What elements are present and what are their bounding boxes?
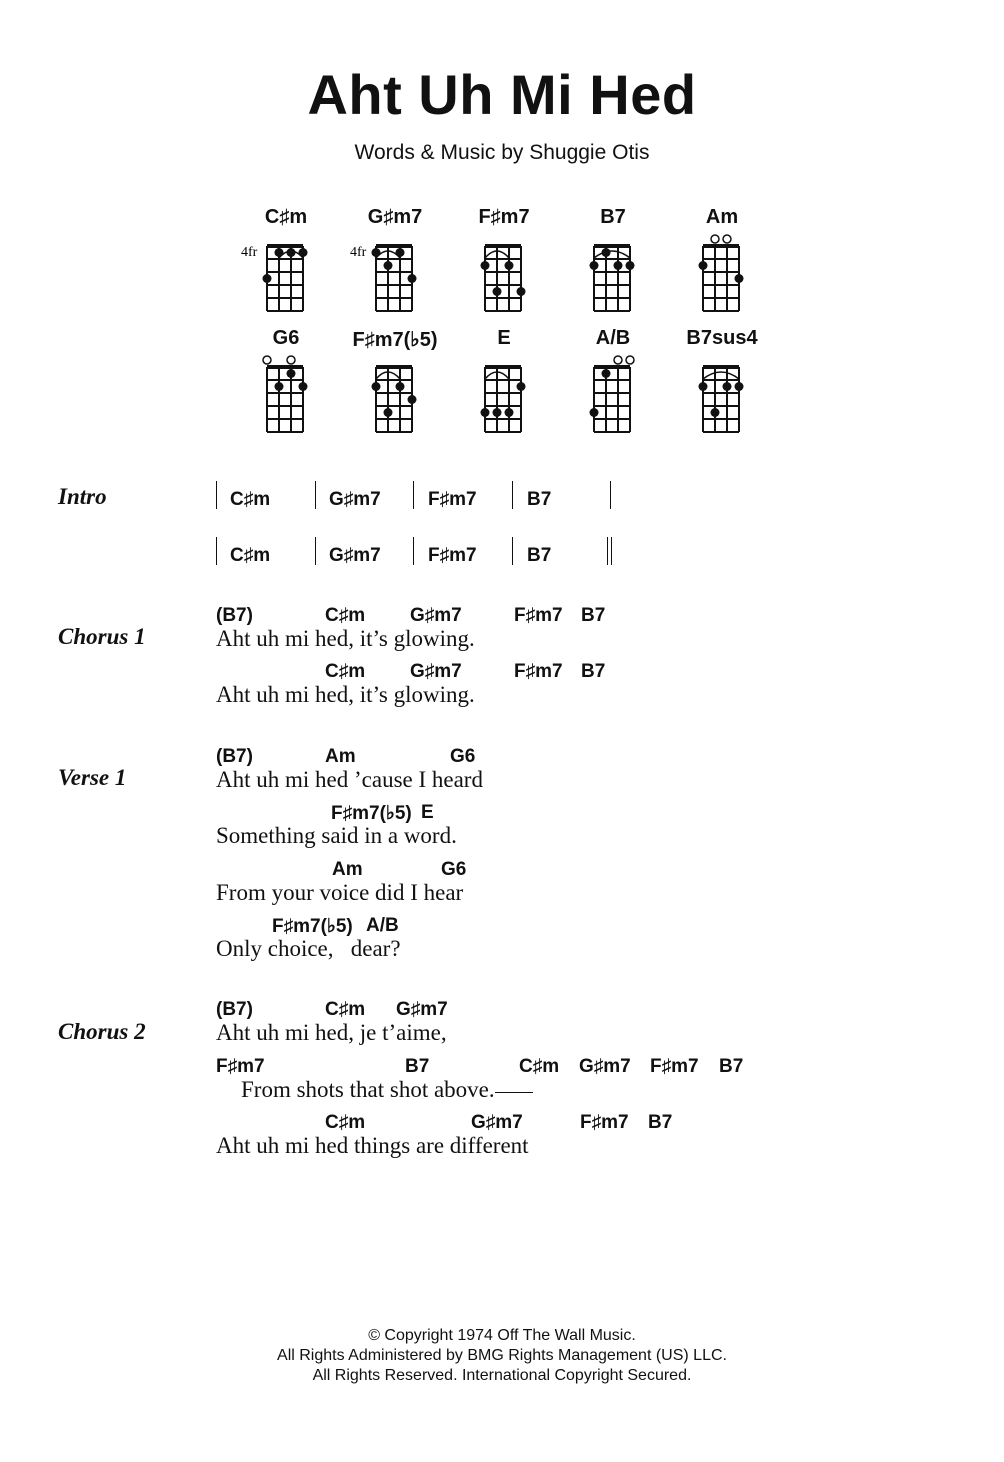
fretboard-grid — [568, 228, 658, 318]
copyright-line: All Rights Reserved. International Copyright Secured. — [312, 1367, 692, 1384]
section-label-chorus-2: Chorus 2 — [58, 1019, 146, 1044]
chord-diagram-name: G6 — [272, 327, 300, 349]
chord-diagram-name: A/B — [595, 327, 631, 349]
intro-chord: F♯m7 — [428, 545, 477, 566]
finger-dot — [408, 274, 417, 283]
finger-dot — [590, 408, 599, 417]
finger-dot — [372, 382, 381, 391]
section-label-intro: Intro — [58, 484, 107, 509]
intro-chord: B7 — [527, 545, 552, 566]
lyric-line: Aht uh mi hed ’cause I heard — [216, 767, 483, 792]
chord: Am — [325, 746, 356, 767]
lyric-line: Aht uh mi hed, je t’aime, — [216, 1020, 447, 1045]
finger-dot — [493, 408, 502, 417]
finger-dot — [408, 395, 417, 404]
fretboard-grid — [241, 228, 331, 318]
chord: F♯m7 — [580, 1112, 629, 1133]
finger-dot — [723, 382, 732, 391]
chord: G♯m7 — [410, 661, 462, 682]
chord: F♯m7(♭5) — [331, 803, 412, 824]
intro-chord: B7 — [527, 489, 552, 510]
finger-dot — [299, 382, 308, 391]
intro-chord: G♯m7 — [329, 545, 381, 566]
chord-diagram-name: B7sus4 — [686, 327, 758, 349]
chord: C♯m — [325, 1112, 366, 1133]
chord-diagram-name: G♯m7 — [367, 206, 423, 228]
lyric-line: From your voice did I hear — [216, 880, 464, 905]
finger-dot — [287, 248, 296, 257]
finger-dot — [505, 261, 514, 270]
chord: G6 — [450, 746, 476, 767]
chord: A/B — [366, 915, 399, 936]
finger-dot — [735, 382, 744, 391]
chord: B7 — [581, 661, 606, 682]
chord-diagram — [677, 327, 767, 457]
chord: F♯m7(♭5) — [272, 916, 353, 937]
chord-diagram-name: F♯m7 — [478, 206, 530, 228]
chord: F♯m7 — [514, 661, 563, 682]
open-string-mark — [723, 235, 731, 243]
finger-dot — [384, 261, 393, 270]
song-title: Aht Uh Mi Hed — [307, 63, 697, 126]
intro-chord: F♯m7 — [428, 489, 477, 510]
chord: G♯m7 — [396, 999, 448, 1020]
chord: G♯m7 — [579, 1056, 631, 1077]
finger-dot — [287, 369, 296, 378]
fret-position-label: 4fr — [350, 245, 367, 260]
chord: (B7) — [216, 999, 253, 1020]
intro-chord: G♯m7 — [329, 489, 381, 510]
intro-chord: C♯m — [230, 489, 271, 510]
chord-diagram — [350, 327, 440, 457]
finger-dot — [735, 274, 744, 283]
barre-arc — [703, 372, 739, 379]
open-string-mark — [626, 356, 634, 364]
chord: C♯m — [325, 661, 366, 682]
chord: F♯m7 — [514, 605, 563, 626]
chord: G♯m7 — [410, 605, 462, 626]
fretboard-grid — [568, 349, 658, 439]
chord: B7 — [648, 1112, 673, 1133]
chord: B7 — [581, 605, 606, 626]
chord: C♯m — [325, 999, 366, 1020]
lyric-line: Only choice, dear? — [216, 936, 401, 961]
chord-diagram — [241, 327, 331, 457]
chord-diagram — [459, 327, 549, 457]
chord-diagram-name: Am — [705, 206, 739, 228]
chord: C♯m — [325, 605, 366, 626]
fretboard-grid — [350, 349, 440, 439]
chord-diagram — [459, 206, 549, 336]
finger-dot — [711, 408, 720, 417]
finger-dot — [275, 248, 284, 257]
finger-dot — [299, 248, 308, 257]
finger-dot — [275, 382, 284, 391]
intro-chord: C♯m — [230, 545, 271, 566]
chord-diagram — [350, 206, 440, 336]
finger-dot — [517, 287, 526, 296]
chord-diagram — [568, 327, 658, 457]
barre-arc — [594, 251, 630, 258]
fretboard-grid — [677, 349, 767, 439]
chord: Am — [332, 859, 363, 880]
chord: F♯m7 — [216, 1056, 265, 1077]
finger-dot — [396, 248, 405, 257]
chord: C♯m — [519, 1056, 560, 1077]
finger-dot — [517, 382, 526, 391]
fretboard-grid — [677, 228, 767, 318]
section-label-verse-1: Verse 1 — [58, 765, 127, 790]
finger-dot — [699, 382, 708, 391]
finger-dot — [505, 408, 514, 417]
section-label-chorus-1: Chorus 1 — [58, 624, 146, 649]
lyric-line: Aht uh mi hed things are different — [216, 1133, 529, 1158]
chord: G6 — [441, 859, 467, 880]
lyric-line-with-melisma — [241, 1077, 533, 1103]
chord: (B7) — [216, 746, 253, 767]
lyric-line: Aht uh mi hed, it’s glowing. — [216, 682, 475, 707]
finger-dot — [602, 248, 611, 257]
open-string-mark — [263, 356, 271, 364]
finger-dot — [396, 382, 405, 391]
chord: E — [421, 802, 434, 823]
finger-dot — [372, 248, 381, 257]
finger-dot — [602, 369, 611, 378]
chord: B7 — [719, 1056, 744, 1077]
finger-dot — [384, 408, 393, 417]
lyric-line: Aht uh mi hed, it’s glowing. — [216, 626, 475, 651]
fretboard-grid — [459, 228, 549, 318]
finger-dot — [263, 274, 272, 283]
finger-dot — [626, 261, 635, 270]
chord: F♯m7 — [650, 1056, 699, 1077]
finger-dot — [699, 261, 708, 270]
lyric-line: From shots that shot above. — [241, 1077, 495, 1102]
fret-position-label: 4fr — [241, 245, 258, 260]
finger-dot — [481, 261, 490, 270]
chord-diagram-name: E — [497, 327, 511, 349]
copyright-notice — [0, 1326, 1004, 1386]
chord: (B7) — [216, 605, 253, 626]
fretboard-grid — [459, 349, 549, 439]
fretboard-grid — [350, 228, 440, 318]
open-string-mark — [614, 356, 622, 364]
chord-diagram-name: F♯m7(♭5) — [352, 329, 438, 351]
finger-dot — [493, 287, 502, 296]
chord: G♯m7 — [471, 1112, 523, 1133]
chord-diagram — [241, 206, 331, 336]
chord: B7 — [405, 1056, 430, 1077]
finger-dot — [590, 261, 599, 270]
lyric-line: Something said in a word. — [216, 823, 457, 848]
finger-dot — [614, 261, 623, 270]
copyright-line: All Rights Administered by BMG Rights Management (US) LLC. — [277, 1347, 727, 1364]
open-string-mark — [287, 356, 295, 364]
chord-diagram-name: C♯m — [264, 206, 308, 228]
melisma-line — [495, 1091, 533, 1093]
chord-diagram — [677, 206, 767, 336]
chord-diagram-name: B7 — [600, 206, 626, 228]
fretboard-grid — [241, 349, 331, 439]
chord-diagram — [568, 206, 658, 336]
open-string-mark — [711, 235, 719, 243]
song-credits: Words & Music by Shuggie Otis — [354, 141, 650, 164]
finger-dot — [481, 408, 490, 417]
copyright-line: © Copyright 1974 Off The Wall Music. — [368, 1327, 636, 1344]
